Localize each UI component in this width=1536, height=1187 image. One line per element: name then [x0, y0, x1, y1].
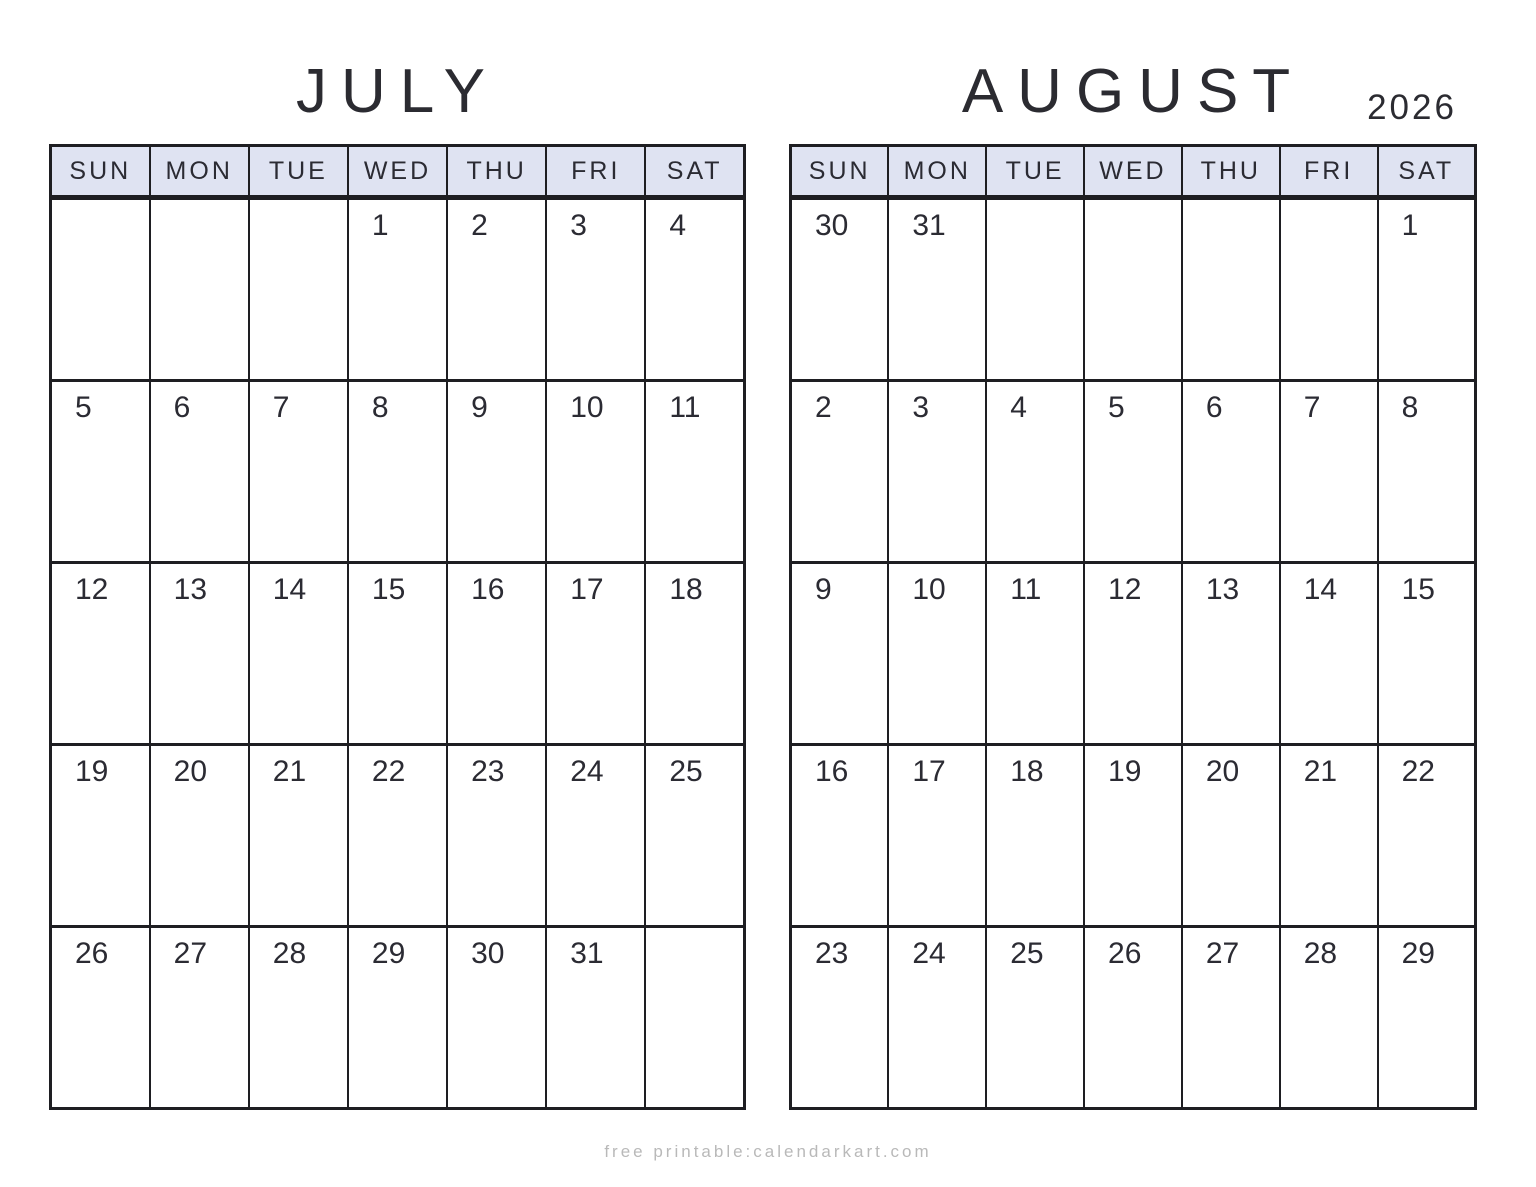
day-cell: 7	[249, 381, 348, 563]
day-cell: 22	[1378, 745, 1476, 927]
day-cell: 28	[1280, 927, 1378, 1109]
weekday-header-wed: WED	[1084, 146, 1182, 198]
day-cell: 25	[645, 745, 744, 927]
day-cell: 23	[447, 745, 546, 927]
weekday-header-thu: THU	[447, 146, 546, 198]
day-cell: 21	[249, 745, 348, 927]
weekday-header-thu: THU	[1182, 146, 1280, 198]
day-cell: 1	[1378, 198, 1476, 381]
week-row	[51, 563, 745, 745]
day-cell	[51, 198, 150, 381]
day-cell: 12	[1084, 563, 1182, 745]
day-cell: 19	[1084, 745, 1182, 927]
day-cell: 20	[150, 745, 249, 927]
day-cell: 4	[986, 381, 1084, 563]
day-cell	[986, 198, 1084, 381]
day-cell: 21	[1280, 745, 1378, 927]
year-label: 2026	[1367, 88, 1457, 127]
day-cell: 31	[546, 927, 645, 1109]
day-cell: 24	[888, 927, 986, 1109]
day-cell: 5	[1084, 381, 1182, 563]
day-cell: 17	[546, 563, 645, 745]
weekday-header-sat: SAT	[1378, 146, 1476, 198]
weekday-header-fri: FRI	[546, 146, 645, 198]
day-cell: 14	[249, 563, 348, 745]
day-cell: 1	[348, 198, 447, 381]
day-cell: 31	[888, 198, 986, 381]
week-row	[791, 745, 1476, 927]
week-row	[791, 381, 1476, 563]
weekday-header-sun: SUN	[791, 146, 889, 198]
day-cell: 3	[546, 198, 645, 381]
day-cell: 17	[888, 745, 986, 927]
weekday-header-sun: SUN	[51, 146, 150, 198]
day-cell: 5	[51, 381, 150, 563]
day-cell: 11	[986, 563, 1084, 745]
day-cell: 30	[447, 927, 546, 1109]
day-cell: 23	[791, 927, 889, 1109]
weekday-header-wed: WED	[348, 146, 447, 198]
day-cell	[645, 927, 744, 1109]
day-cell: 27	[150, 927, 249, 1109]
day-cell: 10	[888, 563, 986, 745]
day-cell: 27	[1182, 927, 1280, 1109]
day-cell: 18	[986, 745, 1084, 927]
august-weekday-header-row	[791, 146, 1476, 198]
day-cell: 15	[1378, 563, 1476, 745]
day-cell: 13	[150, 563, 249, 745]
day-cell: 18	[645, 563, 744, 745]
day-cell: 19	[51, 745, 150, 927]
week-row	[51, 927, 745, 1109]
day-cell: 2	[791, 381, 889, 563]
day-cell: 9	[447, 381, 546, 563]
footer-credit: free printable:calendarkart.com	[604, 1142, 932, 1161]
day-cell	[1084, 198, 1182, 381]
july-title: JULY	[295, 57, 499, 126]
weekday-header-tue: TUE	[986, 146, 1084, 198]
week-row	[51, 381, 745, 563]
day-cell: 11	[645, 381, 744, 563]
day-cell: 15	[348, 563, 447, 745]
day-cell: 29	[348, 927, 447, 1109]
week-row	[791, 927, 1476, 1109]
day-cell	[150, 198, 249, 381]
weekday-header-mon: MON	[150, 146, 249, 198]
august-title: AUGUST	[961, 57, 1305, 126]
weekday-header-mon: MON	[888, 146, 986, 198]
day-cell: 14	[1280, 563, 1378, 745]
day-cell: 7	[1280, 381, 1378, 563]
day-cell: 8	[1378, 381, 1476, 563]
day-cell: 16	[791, 745, 889, 927]
day-cell: 8	[348, 381, 447, 563]
weekday-header-tue: TUE	[249, 146, 348, 198]
day-cell: 2	[447, 198, 546, 381]
day-cell: 3	[888, 381, 986, 563]
day-cell: 26	[51, 927, 150, 1109]
weekday-header-fri: FRI	[1280, 146, 1378, 198]
day-cell: 20	[1182, 745, 1280, 927]
day-cell: 6	[1182, 381, 1280, 563]
week-row	[791, 198, 1476, 381]
july-weekday-header-row	[51, 146, 745, 198]
day-cell: 13	[1182, 563, 1280, 745]
day-cell: 25	[986, 927, 1084, 1109]
weekday-header-sat: SAT	[645, 146, 744, 198]
july-calendar-table	[49, 144, 746, 1110]
day-cell	[1182, 198, 1280, 381]
day-cell: 16	[447, 563, 546, 745]
day-cell: 26	[1084, 927, 1182, 1109]
day-cell: 12	[51, 563, 150, 745]
day-cell: 4	[645, 198, 744, 381]
day-cell: 10	[546, 381, 645, 563]
day-cell	[249, 198, 348, 381]
week-row	[51, 745, 745, 927]
day-cell: 24	[546, 745, 645, 927]
day-cell: 6	[150, 381, 249, 563]
day-cell: 29	[1378, 927, 1476, 1109]
day-cell	[1280, 198, 1378, 381]
day-cell: 30	[791, 198, 889, 381]
week-row	[51, 198, 745, 381]
day-cell: 28	[249, 927, 348, 1109]
day-cell: 22	[348, 745, 447, 927]
august-calendar-table	[789, 144, 1477, 1110]
week-row	[791, 563, 1476, 745]
day-cell: 9	[791, 563, 889, 745]
